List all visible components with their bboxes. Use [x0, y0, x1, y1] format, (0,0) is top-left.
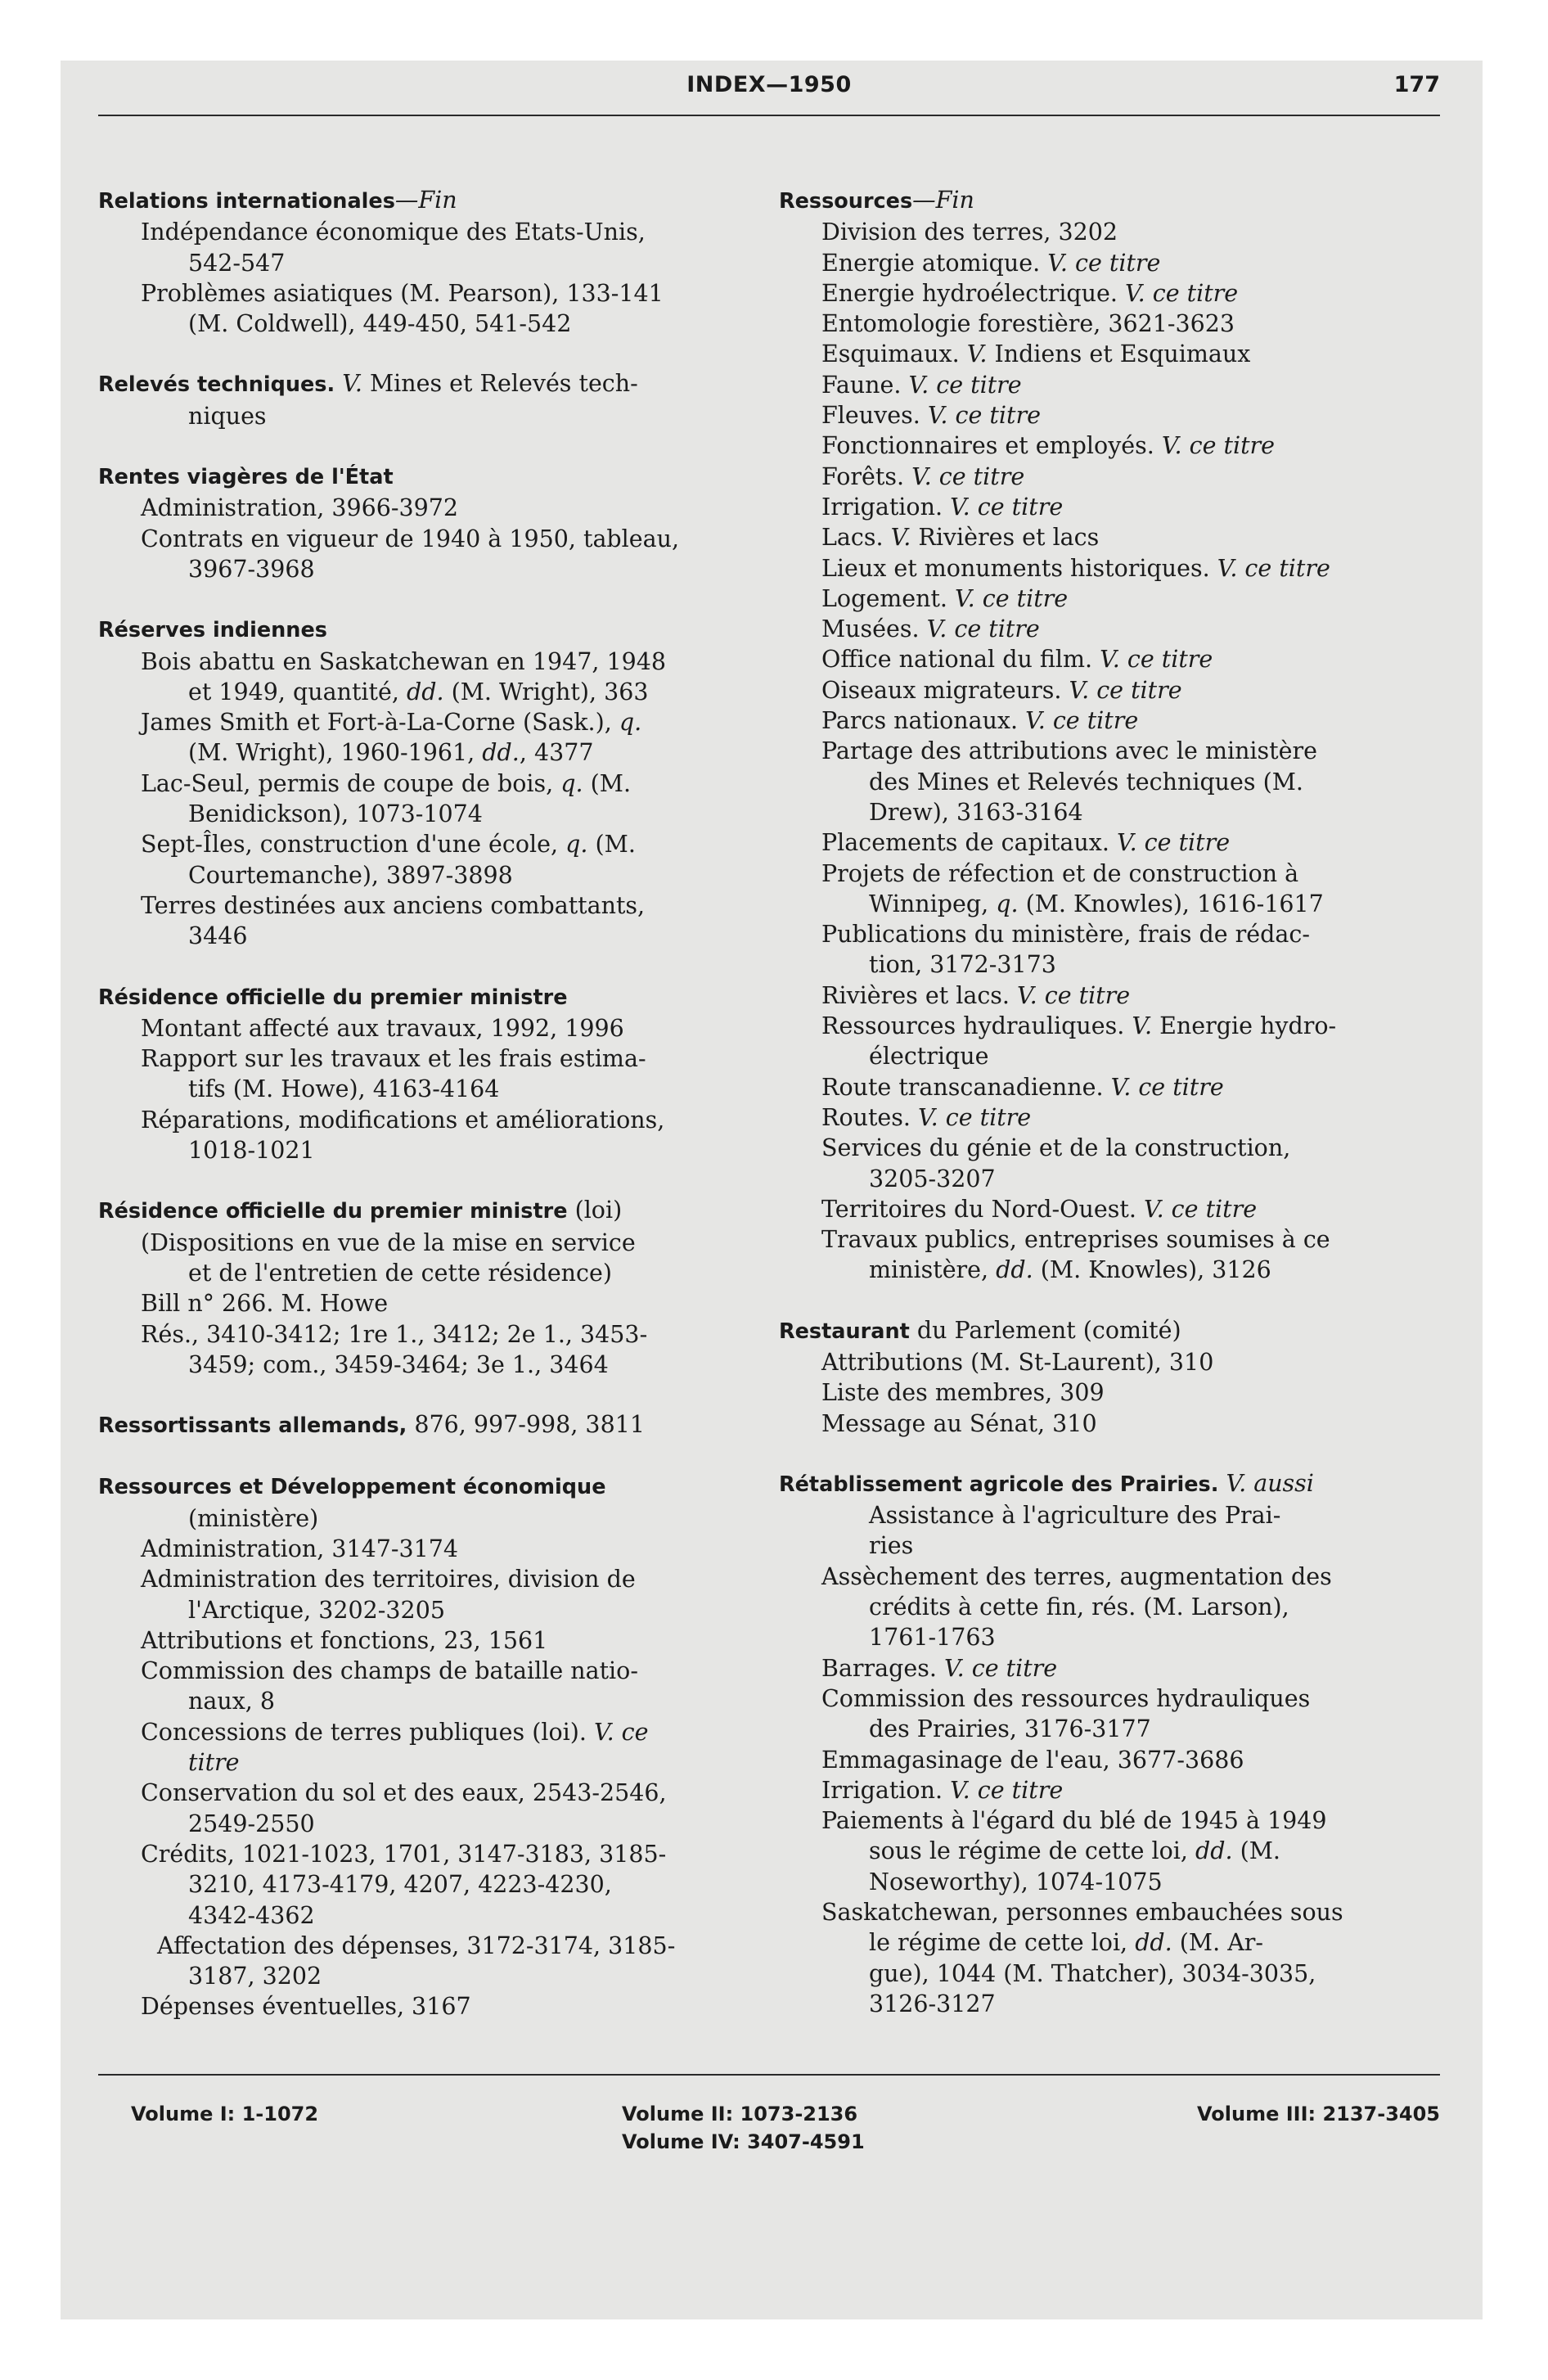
index-entry [98, 1195, 759, 1380]
italic-reference: V. ce titre [1143, 1195, 1258, 1223]
entry-text: Territoires du Nord-Ouest. [821, 1195, 1144, 1223]
index-subentry-line [779, 1714, 1440, 1744]
index-subentry-line [98, 1228, 759, 1258]
index-subentry-line [98, 1656, 759, 1686]
index-heading-line [98, 185, 759, 217]
entry-text: 3205-3207 [869, 1165, 996, 1192]
index-entry [779, 1468, 1440, 2019]
entry-text: Rivières et lacs [911, 524, 1100, 552]
entry-text: (M. Ar- [1172, 1929, 1264, 1957]
italic-reference: V. ce titre [1125, 279, 1239, 307]
index-subentry-line [98, 799, 759, 829]
footer-rule [98, 2074, 1440, 2076]
entry-headword: Rétablissement agricole des Prairies. [779, 1472, 1219, 1497]
entry-text: Rapport sur les travaux et les frais estima- [141, 1045, 646, 1073]
index-subentry-line [98, 1288, 759, 1318]
entry-text: (M. Knowles), 3126 [1033, 1256, 1271, 1284]
entry-text: Lieux et monuments historiques. [821, 554, 1217, 582]
index-subentry-line [98, 278, 759, 309]
entry-headword: Relevés techniques. [98, 372, 335, 398]
italic-reference: V. [890, 524, 911, 552]
entry-text: (M. Wright), 1960-1961, [188, 739, 483, 767]
entry-headword: Réserves indiennes [98, 618, 327, 643]
entry-text: 3210, 4173-4179, 4207, 4223-4230, [188, 1871, 612, 1899]
italic-reference: V. ce titre [1161, 432, 1276, 460]
entry-text: Rivières et lacs. [821, 981, 1018, 1009]
index-subentry-line [98, 677, 759, 707]
entry-text: (M. Knowles), 1616-1617 [1018, 890, 1324, 917]
entry-headword: Relations internationales [98, 189, 395, 214]
entry-text: Réparations, modifications et améliorations, [141, 1106, 665, 1134]
entry-text: Rés., 3410-3412; 1re 1., 3412; 2e 1., 3453- [141, 1320, 648, 1348]
index-subentry-line [779, 1745, 1440, 1775]
entry-text: Attributions et fonctions, 23, 1561 [141, 1626, 548, 1654]
index-entry [98, 461, 759, 584]
italic-reference: V. ce titre [1025, 707, 1139, 735]
entry-headword: Rentes viagères de l'État [98, 465, 394, 490]
entry-text: Fleuves. [821, 402, 928, 430]
entry-text: James Smith et Fort-à-La-Corne (Sask.), [141, 709, 619, 737]
index-heading-line [779, 1468, 1440, 1500]
index-subentry-line [779, 1041, 1440, 1071]
entry-headword: Ressources et Développement économique [98, 1475, 606, 1500]
entry-text: Noseworthy), 1074-1075 [869, 1868, 1163, 1895]
volume-2-range: Volume II: 1073-2136 [622, 2103, 858, 2125]
italic-reference: dd. [1135, 1929, 1172, 1957]
index-subentry-line [98, 1258, 759, 1288]
index-subentry-line [98, 401, 759, 431]
entry-text: Winnipeg, [869, 890, 997, 917]
index-subentry-line [779, 919, 1440, 949]
index-subentry-line [98, 1809, 759, 1839]
index-subentry-line [779, 462, 1440, 492]
entry-text [335, 370, 342, 397]
entry-text: (M. [587, 831, 636, 859]
index-subentry-line [779, 1377, 1440, 1408]
index-subentry-line [779, 1836, 1440, 1866]
index-subentry-line [779, 248, 1440, 278]
italic-reference: V. ce titre [1069, 676, 1182, 704]
entry-text: Barrages. [821, 1654, 945, 1682]
header-rule [98, 115, 1440, 116]
index-subentry-line [779, 675, 1440, 705]
index-subentry-line [779, 1409, 1440, 1439]
italic-reference: V. ce titre [1110, 1073, 1224, 1101]
entry-text: Conservation du sol et des eaux, 2543-2546, [141, 1779, 667, 1807]
entry-text: Lac-Seul, permis de coupe de bois, [141, 769, 561, 797]
entry-text: 2549-2550 [188, 1810, 315, 1837]
index-subentry-line [779, 400, 1440, 430]
italic-reference: V. [1132, 1012, 1153, 1040]
entry-text: Energie atomique. [821, 249, 1048, 277]
index-entry [779, 1315, 1440, 1439]
index-subentry-line [779, 827, 1440, 858]
italic-reference: V. ce titre [944, 1654, 1058, 1682]
italic-reference: V. ce titre [908, 371, 1022, 399]
entry-text: Paiements à l'égard du blé de 1945 à 1949 [821, 1807, 1327, 1835]
left-column [98, 185, 759, 2052]
entry-text: Commission des ressources hydrauliques [821, 1684, 1311, 1712]
index-subentry-line [779, 430, 1440, 461]
italic-reference: V. ce titre [1047, 249, 1161, 277]
italic-reference: dd. [482, 739, 520, 767]
page-title: INDEX—1950 [686, 72, 852, 97]
entry-text: Assèchement des terres, augmentation des [821, 1562, 1332, 1590]
volume-4-range: Volume IV: 3407-4591 [622, 2130, 865, 2153]
index-subentry-line [779, 889, 1440, 919]
italic-reference: V. ce [593, 1718, 649, 1746]
entry-text: ministère, [869, 1256, 997, 1284]
italic-reference: V. ce titre [1100, 646, 1213, 674]
entry-text: Irrigation. [821, 493, 951, 521]
entry-text: Musées. [821, 615, 927, 643]
entry-text: Crédits, 1021-1023, 1701, 3147-3183, 3185- [141, 1840, 667, 1868]
italic-reference: V. ce titre [911, 462, 1025, 490]
italic-reference: q. [565, 831, 588, 859]
index-subentry-line [779, 1255, 1440, 1285]
entry-text: Route transcanadienne. [821, 1073, 1111, 1101]
index-subentry-line [98, 1717, 759, 1747]
entry-text: 3459; com., 3459-3464; 3e 1., 3464 [188, 1350, 609, 1378]
index-subentry-line [98, 524, 759, 554]
index-subentry-line [98, 1931, 759, 1961]
index-subentry-line [779, 1562, 1440, 1592]
volume-3-range: Volume III: 2137-3405 [1197, 2103, 1440, 2125]
entry-text: Ressources hydrauliques. [821, 1012, 1132, 1040]
entry-text: Assistance à l'agriculture des Prai- [869, 1502, 1281, 1530]
index-heading-line [98, 368, 759, 400]
index-subentry-line [779, 1959, 1440, 1989]
entry-text: Publications du ministère, frais de rédac- [821, 921, 1310, 949]
index-subentry-line [779, 1653, 1440, 1684]
entry-text: Emmagasinage de l'eau, 3677-3686 [821, 1746, 1244, 1774]
index-subentry-line [98, 1135, 759, 1165]
entry-text: naux, 8 [188, 1688, 276, 1715]
entry-text: électrique [869, 1043, 989, 1071]
entry-text: Division des terres, 3202 [821, 219, 1118, 246]
entry-headword: Restaurant [779, 1318, 910, 1344]
entry-text: , 4377 [519, 739, 594, 767]
index-subentry-line [779, 1622, 1440, 1652]
entry-text: (M. [583, 769, 632, 797]
entry-text: Commission des champs de bataille natio- [141, 1657, 638, 1685]
index-subentry-line [98, 890, 759, 921]
entry-text: Administration, 3147-3174 [141, 1535, 459, 1562]
index-subentry-line [98, 217, 759, 247]
index-subentry-line [779, 767, 1440, 797]
entry-text: Saskatchewan, personnes embauchées sous [821, 1899, 1343, 1927]
entry-text: Problèmes asiatiques (M. Pearson), 133-141 [141, 279, 664, 307]
index-subentry-line [779, 1805, 1440, 1836]
entry-text: Routes. [821, 1103, 919, 1131]
index-subentry-line [98, 1074, 759, 1104]
index-subentry-line [98, 1350, 759, 1380]
index-subentry-line [779, 1897, 1440, 1927]
italic-reference: q. [560, 769, 583, 797]
entry-text: Terres destinées aux anciens combattants, [141, 891, 646, 919]
volume-1-range: Volume I: 1-1072 [131, 2103, 319, 2125]
index-subentry-line [98, 309, 759, 339]
entry-text: 3187, 3202 [188, 1963, 322, 1990]
index-subentry-line [779, 1011, 1440, 1041]
index-subentry-line [779, 1592, 1440, 1622]
entry-text: 542-547 [188, 249, 286, 277]
index-subentry-line [779, 797, 1440, 827]
entry-text: 4342-4362 [188, 1901, 315, 1929]
index-subentry-line [98, 1961, 759, 1991]
index-entry [98, 368, 759, 431]
index-subentry-line [779, 949, 1440, 980]
entry-text: Attributions (M. St-Laurent), 310 [821, 1348, 1214, 1376]
index-subentry-line [779, 1133, 1440, 1163]
entry-text: et 1949, quantité, [188, 678, 407, 705]
entry-text: Energie hydro- [1152, 1012, 1337, 1040]
index-subentry-line [98, 1595, 759, 1625]
entry-text: 3446 [188, 922, 248, 950]
page-number: 177 [1393, 72, 1440, 97]
entry-text: 876, 997-998, 3811 [407, 1411, 645, 1439]
index-heading-line [98, 1471, 759, 1503]
italic-reference: q. [619, 709, 642, 737]
entry-headword: Ressources [779, 189, 913, 214]
entry-text: Contrats en vigueur de 1940 à 1950, tableau, [141, 525, 680, 552]
entry-text: Sept-Îles, construction d'une école, [141, 831, 566, 859]
index-subentry-line [779, 859, 1440, 889]
index-subentry-line [779, 1989, 1440, 2019]
index-subentry-line [98, 647, 759, 677]
index-subentry-line [98, 1869, 759, 1900]
index-subentry-line [779, 1684, 1440, 1714]
index-subentry-line [98, 737, 759, 768]
entry-text: Benidickson), 1073-1074 [188, 800, 483, 828]
index-subentry-line [779, 1194, 1440, 1224]
entry-text: Affectation des dépenses, 3172-3174, 3185- [157, 1931, 676, 1959]
entry-text: tion, 3172-3173 [869, 951, 1056, 979]
entry-text: Administration, 3966-3972 [141, 494, 459, 522]
index-subentry-line [98, 1839, 759, 1869]
italic-reference: V. ce titre [1116, 829, 1231, 857]
index-subentry-line [779, 1775, 1440, 1805]
entry-text: Office national du film. [821, 646, 1100, 674]
entry-text: Esquimaux. [821, 340, 967, 368]
entry-text: sous le régime de cette loi, [869, 1837, 1195, 1865]
index-subentry-line [98, 1013, 759, 1044]
index-subentry-line [779, 1867, 1440, 1897]
entry-headword: Résidence officielle du premier ministre [98, 1199, 568, 1224]
entry-text: Placements de capitaux. [821, 829, 1117, 857]
italic-reference: V. ce titre [1217, 554, 1330, 582]
entry-text: Fonctionnaires et employés. [821, 432, 1162, 460]
entry-headword: Résidence officielle du premier ministre [98, 985, 568, 1010]
index-subentry-line [779, 1102, 1440, 1133]
entry-text: (loi) [567, 1197, 623, 1224]
entry-text: des Prairies, 3176-3177 [869, 1715, 1151, 1743]
entry-text: (ministère) [188, 1504, 319, 1532]
italic-reference: V. ce titre [950, 493, 1064, 521]
entry-text: Concessions de terres publiques (loi). [141, 1718, 594, 1746]
index-subentry-line [98, 769, 759, 799]
index-subentry-line [779, 309, 1440, 339]
entry-text: Energie hydroélectrique. [821, 279, 1126, 307]
entry-text: Travaux publics, entreprises soumises à ce [821, 1226, 1330, 1254]
index-subentry-line [98, 1686, 759, 1716]
italic-reference: V. ce titre [927, 402, 1041, 430]
italic-reference: dd. [996, 1256, 1033, 1284]
index-subentry-line [98, 1564, 759, 1594]
index-heading-line [98, 1409, 759, 1441]
entry-text: (M. Coldwell), 449-450, 541-542 [188, 310, 572, 338]
index-subentry-line [779, 1530, 1440, 1561]
entry-text: Entomologie forestière, 3621-3623 [821, 310, 1235, 338]
entry-text: ries [869, 1532, 914, 1560]
page-header [98, 72, 1440, 113]
index-subentry-line [779, 1072, 1440, 1102]
entry-text: des Mines et Relevés techniques (M. [869, 768, 1303, 796]
entry-text: Message au Sénat, 310 [821, 1409, 1097, 1437]
entry-text: gue), 1044 (M. Thatcher), 3034-3035, [869, 1959, 1316, 1987]
index-subentry-line [98, 707, 759, 737]
index-subentry-line [98, 921, 759, 951]
entry-text: Liste des membres, 309 [821, 1379, 1105, 1407]
entry-text: Projets de réfection et de construction à [821, 859, 1299, 887]
right-column [779, 185, 1440, 2049]
entry-text: Bois abattu en Saskatchewan en 1947, 1948 [141, 647, 667, 675]
index-subentry-line [779, 1224, 1440, 1255]
italic-reference: q. [996, 890, 1019, 917]
entry-text: du Parlement (comité) [909, 1316, 1181, 1344]
index-entry [98, 185, 759, 339]
index-subentry-line [779, 980, 1440, 1011]
entry-text: Indépendance économique des Etats-Unis, [141, 219, 646, 246]
italic-reference: V. ce titre [1017, 981, 1131, 1009]
entry-text: 1018-1021 [188, 1137, 315, 1165]
entry-text: Forêts. [821, 462, 912, 490]
entry-text: (M. [1232, 1837, 1280, 1865]
index-entry [98, 1471, 759, 2022]
index-subentry-line [779, 584, 1440, 614]
index-subentry-line [98, 829, 759, 859]
index-subentry-line [779, 278, 1440, 309]
entry-text: Oiseaux migrateurs. [821, 676, 1069, 704]
entry-text: Bill n° 266. M. Howe [141, 1290, 389, 1318]
italic-reference: dd. [406, 678, 444, 705]
entry-text: Administration des territoires, division de [141, 1566, 636, 1593]
index-subentry-line [98, 554, 759, 584]
entry-text: tifs (M. Howe), 4163-4164 [188, 1075, 500, 1103]
entry-text: crédits à cette fin, rés. (M. Larson), [869, 1593, 1289, 1621]
entry-text: Lacs. [821, 524, 891, 552]
entry-text: niques [188, 402, 267, 430]
index-entry [98, 1409, 759, 1441]
index-heading-line [779, 1315, 1440, 1347]
entry-text: Montant affecté aux travaux, 1992, 1996 [141, 1014, 624, 1042]
index-subentry-line [779, 644, 1440, 674]
index-entry [779, 185, 1440, 1286]
index-subentry-line [98, 1503, 759, 1534]
index-subentry-line [779, 522, 1440, 552]
index-subentry-line [779, 339, 1440, 369]
italic-reference: V. aussi [1226, 1469, 1314, 1497]
index-subentry-line [98, 1625, 759, 1656]
index-subentry-line [98, 1747, 759, 1778]
italic-reference: V. ce titre [926, 615, 1040, 643]
entry-headword: Ressortissants allemands, [98, 1413, 407, 1439]
index-subentry-line [779, 1500, 1440, 1530]
entry-text: Partage des attributions avec le ministère [821, 737, 1317, 765]
index-subentry-line [98, 1778, 759, 1808]
index-subentry-line [98, 248, 759, 278]
index-subentry-line [98, 493, 759, 523]
italic-reference: V. ce titre [955, 584, 1069, 612]
index-heading-line [779, 185, 1440, 217]
index-subentry-line [779, 492, 1440, 522]
index-subentry-line [98, 1319, 759, 1350]
italic-reference: V. [966, 340, 988, 368]
italic-reference: V. ce titre [918, 1103, 1032, 1131]
index-subentry-line [779, 370, 1440, 400]
index-subentry-line [779, 1927, 1440, 1958]
entry-text: Courtemanche), 3897-3898 [188, 861, 513, 889]
entry-text: Dépenses éventuelles, 3167 [141, 1993, 471, 2021]
index-heading-line [98, 461, 759, 493]
entry-text: l'Arctique, 3202-3205 [188, 1596, 445, 1624]
entry-text: et de l'entretien de cette résidence) [188, 1259, 612, 1287]
italic-reference: V. ce titre [950, 1776, 1064, 1804]
index-subentry-line [98, 1044, 759, 1074]
entry-text: Mines et Relevés tech- [362, 370, 638, 398]
entry-text: Services du génie et de la construction, [821, 1134, 1291, 1162]
index-subentry-line [779, 217, 1440, 247]
italic-reference: titre [188, 1749, 240, 1777]
index-subentry-line [779, 1164, 1440, 1194]
index-subentry-line [98, 1534, 759, 1564]
index-heading-line [98, 981, 759, 1013]
index-subentry-line [779, 705, 1440, 736]
entry-text: 1761-1763 [869, 1624, 996, 1652]
entry-text: (Dispositions en vue de la mise en service [141, 1228, 636, 1256]
index-subentry-line [779, 553, 1440, 584]
entry-text: le régime de cette loi, [869, 1929, 1136, 1957]
index-heading-line [98, 1195, 759, 1227]
entry-text: Parcs nationaux. [821, 707, 1026, 735]
index-entry [98, 981, 759, 1166]
index-subentry-line [98, 1900, 759, 1931]
index-subentry-line [779, 1347, 1440, 1377]
italic-reference: dd. [1195, 1837, 1233, 1865]
italic-reference: —Fin [912, 187, 974, 214]
entry-text: Drew), 3163-3164 [869, 798, 1083, 826]
entry-text: Logement. [821, 584, 956, 612]
italic-reference: —Fin [394, 187, 457, 214]
entry-text: 3967-3968 [188, 555, 315, 583]
entry-text: Irrigation. [821, 1776, 951, 1804]
index-subentry-line [98, 1105, 759, 1135]
entry-text: 3126-3127 [869, 1990, 996, 2017]
index-subentry-line [98, 860, 759, 890]
italic-reference: V. [342, 370, 362, 398]
entry-text: Indiens et Esquimaux [987, 340, 1251, 368]
entry-text: Faune. [821, 371, 909, 399]
index-subentry-line [779, 736, 1440, 766]
entry-text: (M. Wright), 363 [443, 678, 649, 705]
index-subentry-line [779, 614, 1440, 644]
index-subentry-line [98, 1991, 759, 2022]
index-heading-line [98, 614, 759, 646]
index-entry [98, 614, 759, 951]
